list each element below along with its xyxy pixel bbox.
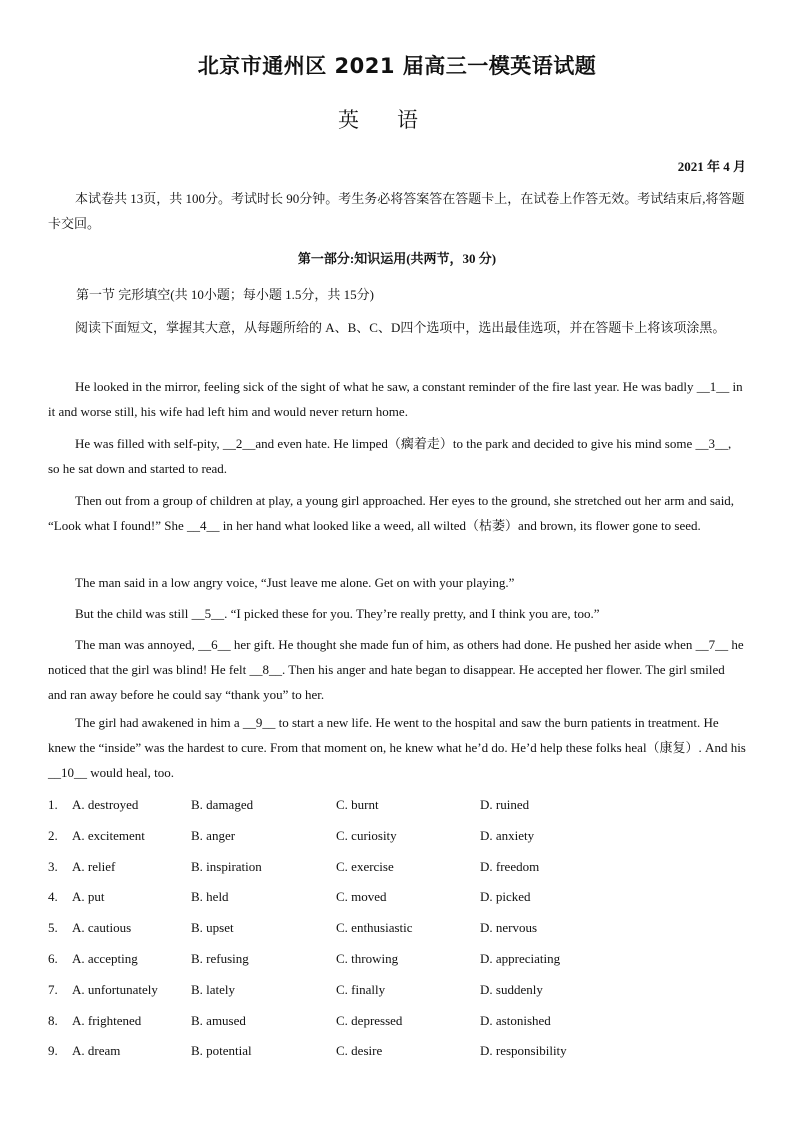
option-b: B. upset <box>191 920 234 935</box>
question-row <box>48 920 746 942</box>
section1-title: 第一节 完形填空(共 10小题；每小题 1.5分，共 15分) <box>76 287 374 302</box>
part1-heading: 第一部分:知识运用(共两节，30 分) <box>297 251 497 266</box>
option-d: D. ruined <box>480 797 530 812</box>
question-number: 3. <box>48 859 58 874</box>
option-c: C. enthusiastic <box>336 920 413 935</box>
option-c: C. throwing <box>336 951 399 966</box>
subject-title: 英语 <box>338 108 456 132</box>
option-d: D. suddenly <box>480 982 543 997</box>
question-number: 9. <box>48 1043 58 1058</box>
option-d: D. appreciating <box>480 951 561 966</box>
question-row <box>48 859 746 881</box>
cloze-directions: 阅读下面短文，掌握其大意，从每题所给的 A、B、C、D四个选项中，选出最佳选项，并在答题卡上将该项涂黑。 <box>75 320 726 335</box>
option-b: B. anger <box>191 828 236 843</box>
question-number: 5. <box>48 920 58 935</box>
option-d: D. astonished <box>480 1013 551 1028</box>
option-a: A. unfortunately <box>72 982 158 997</box>
option-c: C. burnt <box>336 797 379 812</box>
option-b: B. damaged <box>191 797 254 812</box>
option-d: D. freedom <box>480 859 540 874</box>
question-row <box>48 1013 746 1035</box>
question-row <box>48 982 746 1004</box>
option-d: D. anxiety <box>480 828 535 843</box>
option-a: A. cautious <box>72 920 132 935</box>
option-b: B. lately <box>191 982 236 997</box>
question-number: 4. <box>48 889 58 904</box>
option-a: A. accepting <box>72 951 138 966</box>
question-row <box>48 1043 746 1065</box>
option-d: D. responsibility <box>480 1043 567 1058</box>
option-c: C. exercise <box>336 859 394 874</box>
option-b: B. inspiration <box>191 859 262 874</box>
option-c: C. desire <box>336 1043 383 1058</box>
passage-paragraph: The man said in a low angry voice, “Just leave me alone. Get on with your playing.” <box>75 575 515 590</box>
question-row <box>48 951 746 973</box>
option-c: C. finally <box>336 982 386 997</box>
option-a: A. excitement <box>72 828 145 843</box>
option-b: B. amused <box>191 1013 246 1028</box>
question-number: 8. <box>48 1013 58 1028</box>
question-number: 1. <box>48 797 58 812</box>
option-a: A. destroyed <box>72 797 139 812</box>
question-number: 6. <box>48 951 58 966</box>
exam-title: 北京市通州区 2021 届高三一模英语试题 <box>197 54 597 78</box>
passage-paragraph: The man was annoyed, __6__ her gift. He thought she made fun of him, as others had done. He pushed her aside when __7__ he noticed that the girl was blind! He felt __8__. Then his anger and hate began to disappear. He accepted her flower. The girl smiled and ran away before he could say “thank you” to her. <box>48 637 744 702</box>
option-a: A. frightened <box>72 1013 142 1028</box>
passage-paragraph: But the child was still __5__. “I picked these for you. They’re really pretty, and I think you are, too.” <box>75 606 600 621</box>
question-row <box>48 889 746 911</box>
exam-instructions: 本试卷共 13页，共 100分。考试时长 90分钟。考生务必将答案答在答题卡上，在试卷上作答无效。考试结束后,将答题卡交回。 <box>48 191 745 231</box>
option-b: B. held <box>191 889 229 904</box>
option-c: C. depressed <box>336 1013 403 1028</box>
exam-date: 2021 年 4 月 <box>677 159 746 174</box>
option-a: A. put <box>72 889 105 904</box>
option-d: D. nervous <box>480 920 538 935</box>
passage-paragraph: He looked in the mirror, feeling sick of the sight of what he saw, a constant reminder of the fire last year. He was badly __1__ in it and worse still, his wife had left him and would never return home. <box>48 379 743 419</box>
question-row <box>48 828 746 850</box>
question-number: 7. <box>48 982 58 997</box>
option-d: D. picked <box>480 889 531 904</box>
question-row <box>48 797 746 819</box>
option-a: A. dream <box>72 1043 121 1058</box>
passage-paragraph: Then out from a group of children at play, a young girl approached. Her eyes to the ground, she stretched out her arm and said, “Look what I found!” She __4__ in her hand what looked like a weed, all wilted（枯萎）and brown, its flower gone to seed. <box>48 493 735 533</box>
question-number: 2. <box>48 828 58 843</box>
option-a: A. relief <box>72 859 116 874</box>
option-b: B. refusing <box>191 951 249 966</box>
passage-paragraph: He was filled with self-pity, __2__and even hate. He limped（瘸着走）to the park and decided to give his mind some __3__, so he sat down and started to read. <box>48 436 732 476</box>
option-c: C. moved <box>336 889 387 904</box>
option-c: C. curiosity <box>336 828 397 843</box>
option-b: B. potential <box>191 1043 252 1058</box>
passage-paragraph: The girl had awakened in him a __9__ to start a new life. He went to the hospital and saw the burn patients in treatment. He knew the “inside” was the hardest to cure. From that moment on, he knew what he’d do. He’d help these folks heal（康复）. And his __10__ would heal, too. <box>48 715 746 780</box>
